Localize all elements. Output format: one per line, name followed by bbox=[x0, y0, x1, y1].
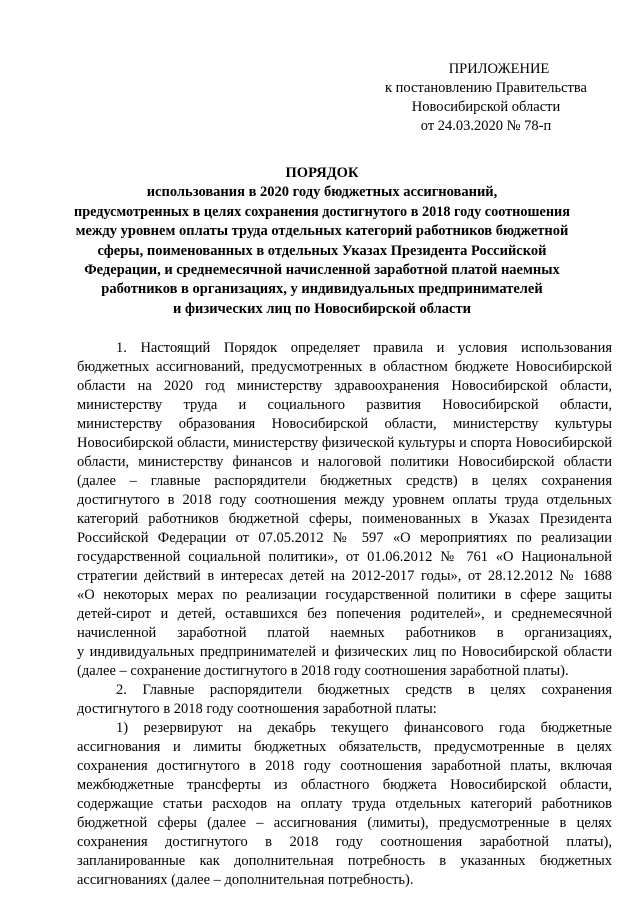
document-title bbox=[72, 164, 572, 319]
body-line: ассигнования и лимиты бюджетных обязательств, предусмотренные в целях bbox=[77, 739, 612, 755]
attachment-heading: ПРИЛОЖЕНИЕ bbox=[448, 61, 550, 77]
body-line: Российской Федерации от 07.05.2012 № 597 «О мероприятиях по реализации bbox=[77, 530, 612, 546]
body-line: бюджетных ассигнований, предусмотренных в областном бюджете Новосибирской bbox=[77, 359, 612, 375]
body-line: «О некоторых мерах по реализации государственной политики в сфере защиты bbox=[77, 587, 612, 603]
title-line: предусмотренных в целях сохранения достигнутого в 2018 году соотношения bbox=[74, 203, 570, 220]
body-line: у индивидуальных предпринимателей и физических лиц по Новосибирской области bbox=[77, 644, 612, 660]
body-line: начисленной заработной платой наемных работников в организациях, bbox=[77, 625, 612, 641]
attachment-line: Новосибирской области bbox=[411, 99, 561, 115]
body-line: области, министерству финансов и налоговой политики Новосибирской области bbox=[77, 454, 612, 470]
body-line: достигнутого в 2018 году соотношения между уровнем оплаты труда отдельных bbox=[77, 492, 612, 508]
body-line: Новосибирской области, министерству физической культуры и спорта Новосибирской bbox=[77, 435, 612, 451]
attachment-line: от 24.03.2020 № 78-п bbox=[420, 118, 552, 134]
body-line: сохранения достигнутого в 2018 году соотношения заработной платы, включая bbox=[77, 758, 612, 774]
body-line: (далее – сохранение достигнутого в 2018 году соотношения заработной платы). bbox=[77, 663, 569, 679]
body-line: содержащие статьи расходов на оплату труда отдельных категорий работников bbox=[77, 796, 612, 812]
attachment-block bbox=[370, 60, 602, 136]
body-line: 1. Настоящий Порядок определяет правила и условия использования bbox=[116, 340, 612, 356]
title-line: Федерации, и среднемесячной начисленной заработной платой наемных bbox=[84, 262, 560, 279]
title-heading: ПОРЯДОК bbox=[285, 165, 359, 181]
body-line: сохранения достигнутого в 2018 году соотношения заработной платы), bbox=[77, 834, 612, 850]
title-line: сферы, поименованных в отдельных Указах Президента Российской bbox=[97, 242, 547, 259]
attachment-line: к постановлению Правительства bbox=[385, 80, 587, 96]
body-line: категорий работников бюджетной сферы, поименованных в Указах Президента bbox=[77, 511, 612, 527]
body-line: министерству труда и социального развития Новосибирской области, bbox=[77, 397, 612, 413]
body-line: области на 2020 год министерству здравоохранения Новосибирской области, bbox=[77, 378, 612, 394]
title-line: и физических лиц по Новосибирской области bbox=[173, 300, 471, 317]
document-body bbox=[77, 339, 612, 890]
body-line: межбюджетные трансферты из областного бюджета Новосибирской области, bbox=[77, 777, 612, 793]
body-line: 1) резервируют на декабрь текущего финансового года бюджетные bbox=[116, 720, 612, 736]
body-line: запланированные как дополнительная потребность в указанных бюджетных bbox=[77, 853, 612, 869]
body-line: ассигнованиях (далее – дополнительная потребность). bbox=[77, 872, 414, 888]
title-line: использования в 2020 году бюджетных ассигнований, bbox=[146, 184, 498, 201]
body-line: бюджетной сферы (далее – ассигнования (лимиты), предусмотренные в целях bbox=[77, 815, 612, 831]
body-line: государственной социальной политики», от 01.06.2012 № 761 «О Национальной bbox=[77, 549, 612, 565]
title-line: между уровнем оплаты труда отдельных категорий работников бюджетной bbox=[75, 223, 569, 240]
body-line: министерству образования Новосибирской области, министерству культуры bbox=[77, 416, 612, 432]
body-line: стратегии действий в интересах детей на 2012-2017 годы», от 28.12.2012 № 1688 bbox=[77, 568, 612, 584]
body-line: 2. Главные распорядители бюджетных средств в целях сохранения bbox=[116, 682, 612, 698]
body-line: достигнутого в 2018 году соотношения заработной платы: bbox=[77, 701, 437, 717]
body-line: (далее – главные распорядители бюджетных средств) в целях сохранения bbox=[77, 473, 612, 489]
title-line: работников в организациях, у индивидуальных предпринимателей bbox=[101, 281, 543, 298]
body-line: детей-сирот и детей, оставшихся без попечения родителей», и среднемесячной bbox=[77, 606, 612, 622]
